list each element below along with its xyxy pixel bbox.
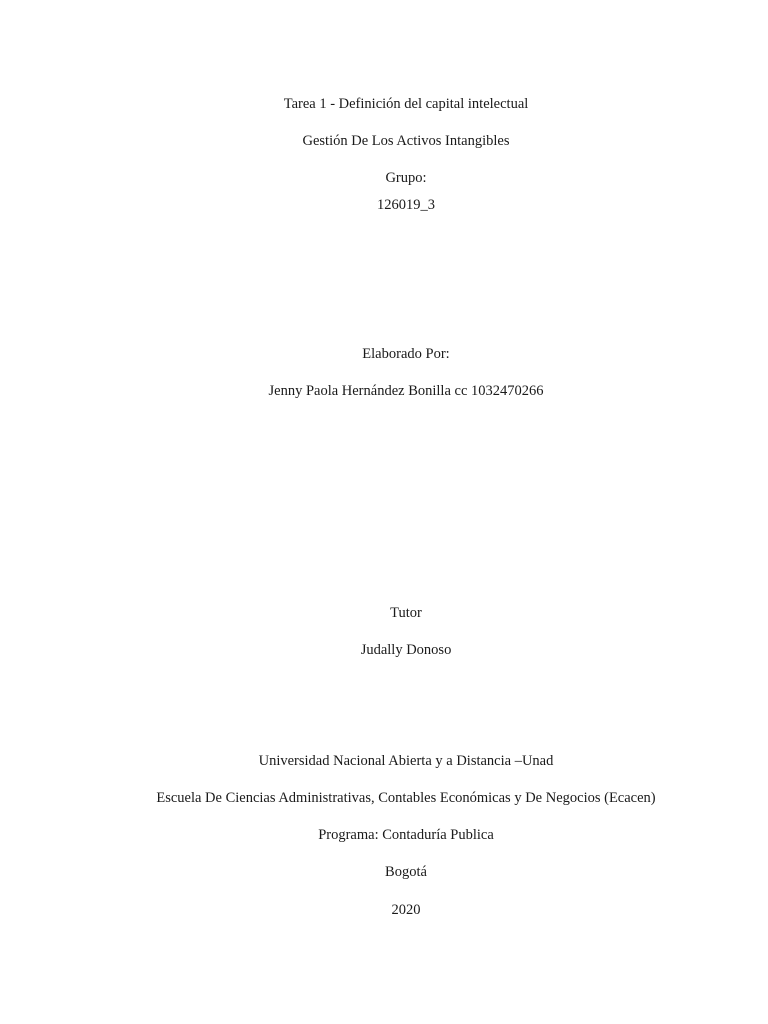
year: 2020	[391, 902, 421, 918]
author-name: Jenny Paola Hernández Bonilla cc 1032470266	[268, 383, 544, 399]
program-name: Programa: Contaduría Publica	[318, 827, 494, 843]
city-name: Bogotá	[385, 864, 427, 880]
tutor-label: Tutor	[390, 605, 422, 621]
author-label: Elaborado Por:	[362, 346, 450, 362]
group-value: 126019_3	[377, 197, 435, 213]
document-title: Tarea 1 - Definición del capital intelectual	[283, 96, 529, 112]
university-name: Universidad Nacional Abierta y a Distancia –Unad	[258, 753, 554, 769]
group-label: Grupo:	[385, 170, 427, 186]
tutor-name: Judally Donoso	[360, 642, 452, 658]
school-name: Escuela De Ciencias Administrativas, Contables Económicas y De Negocios (Ecacen)	[156, 790, 656, 806]
course-name: Gestión De Los Activos Intangibles	[302, 133, 510, 149]
